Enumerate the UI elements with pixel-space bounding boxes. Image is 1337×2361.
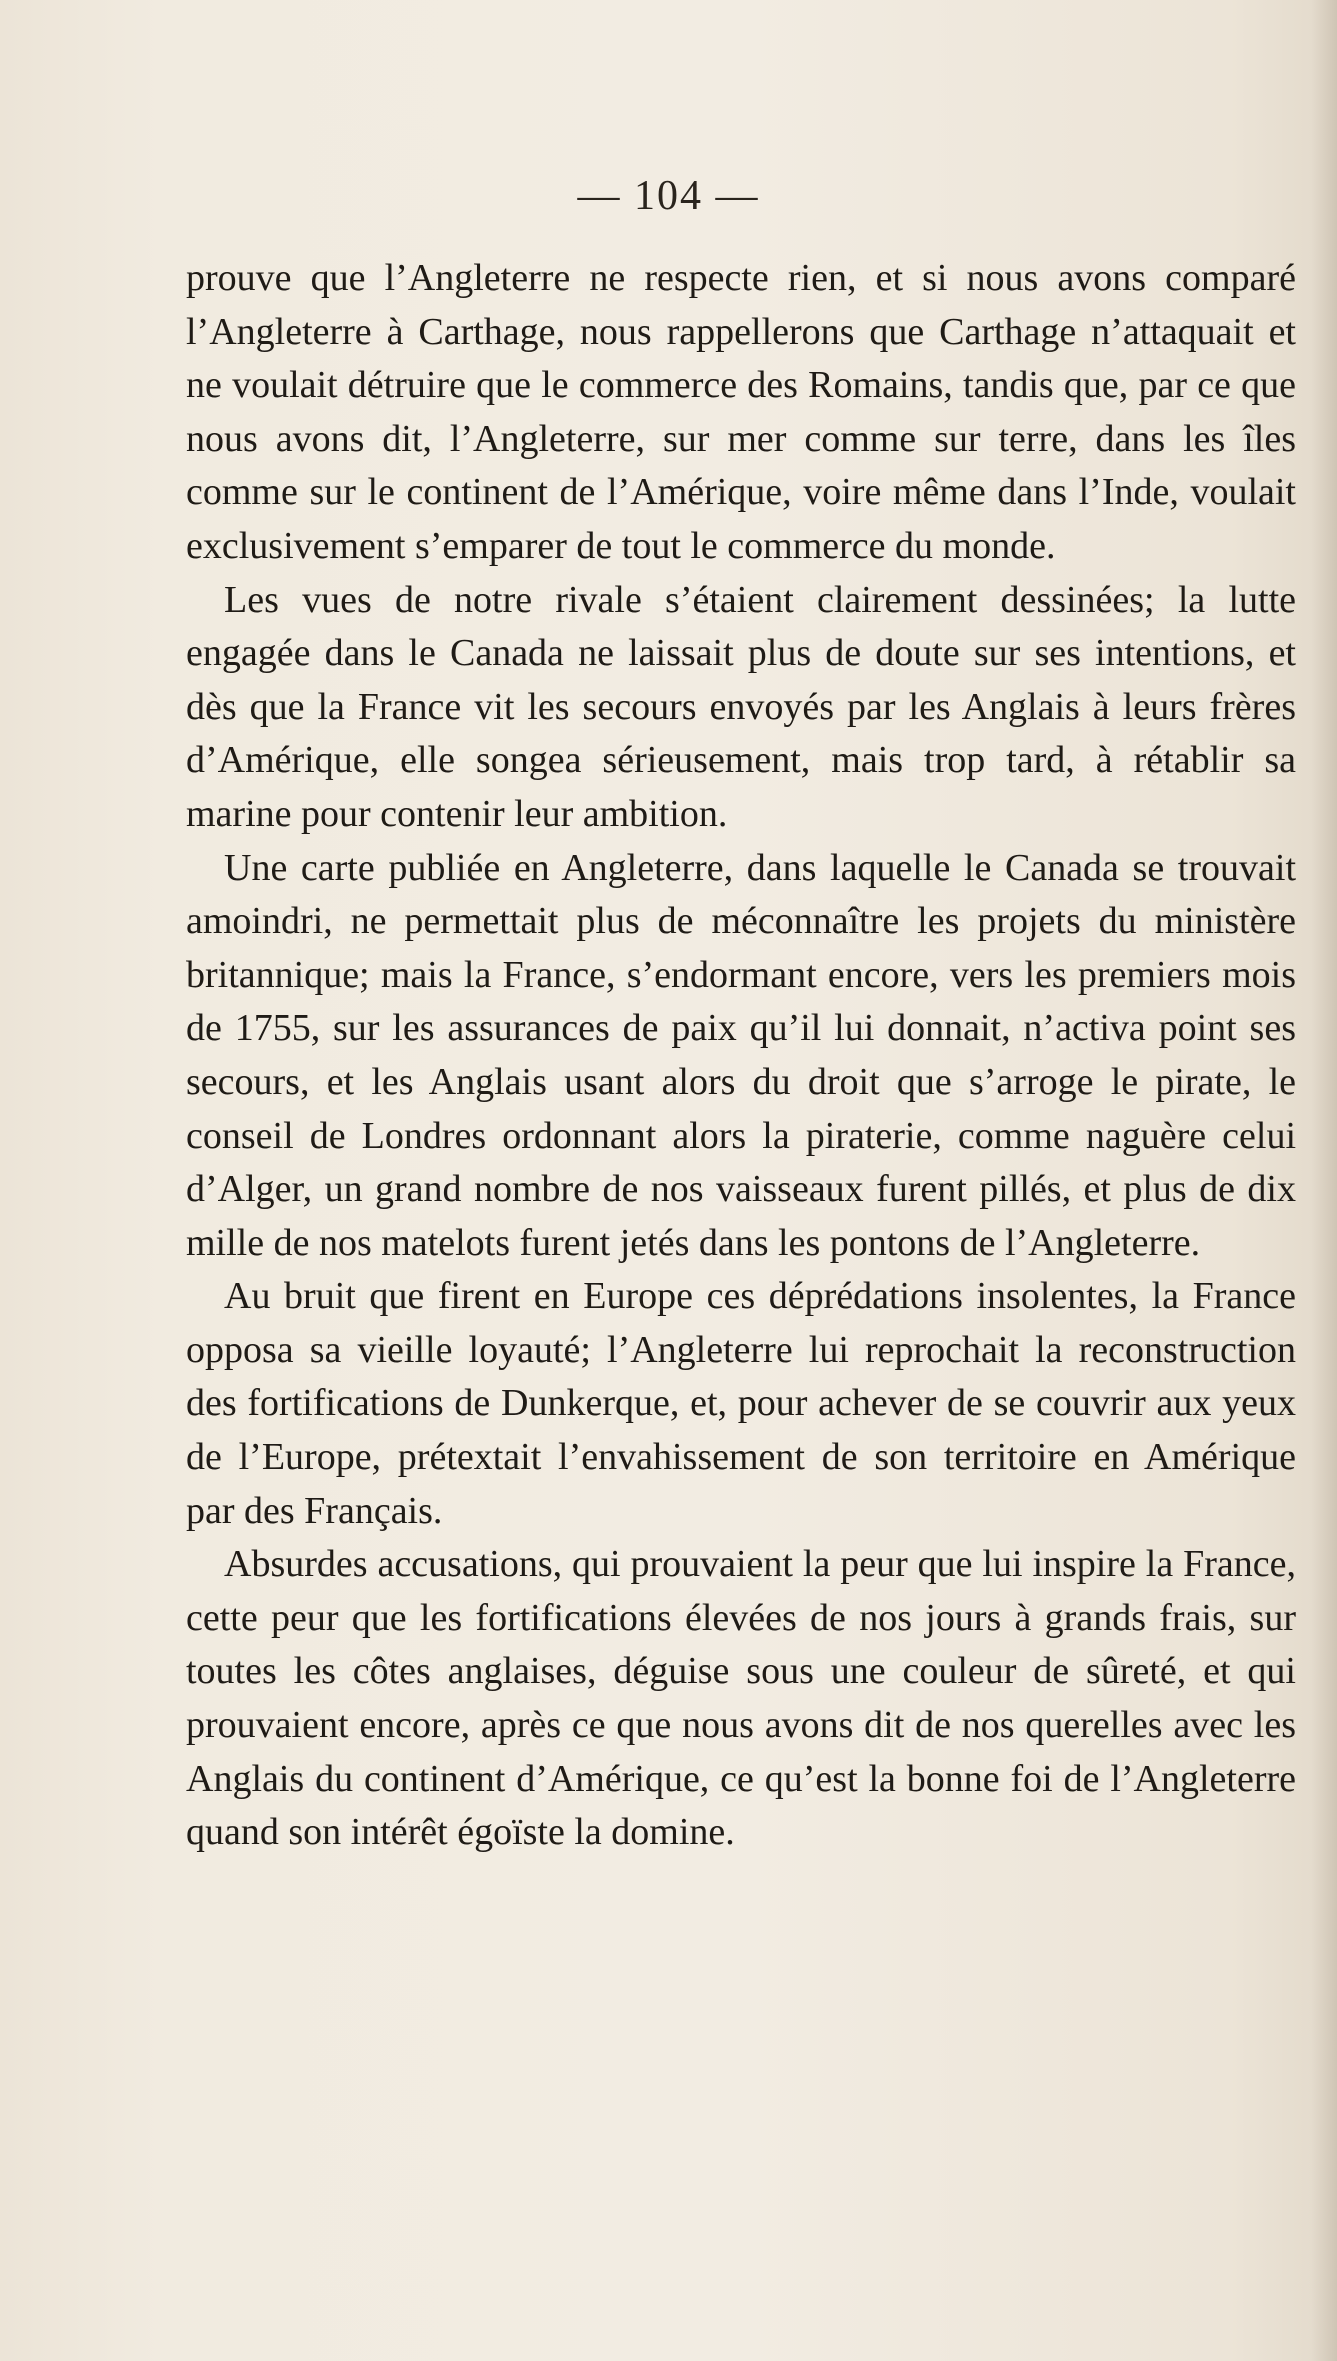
- paragraph-3: Une carte publiée en Angleterre, dans laquelle le Canada se trouvait amoindri, ne permettait plus de méconnaître les projets du ministère britannique; mais la France, s’endormant encore, vers les premiers mois de 1755, sur les assurances de paix qu’il lui donnait, n’activa point ses secours, et les Anglais usant alors du droit que s’arroge le pirate, le conseil de Londres ordonnant alors la piraterie, comme naguère celui d’Alger, un grand nombre de nos vaisseaux furent pillés, et plus de dix mille de nos matelots furent jetés dans les pontons de l’Angleterre.: [186, 846, 1296, 1264]
- paragraph-5: Absurdes accusations, qui prouvaient la peur que lui inspire la France, cette peur que les fortifications élevées de nos jours à grands frais, sur toutes les côtes anglaises, déguise sous une couleur de sûreté, et qui prouvaient encore, après ce que nous avons dit de nos querelles avec les Anglais du continent d’Amérique, ce qu’est la bonne foi de l’Angleterre quand son intérêt égoïste la domine.: [186, 1543, 1296, 1854]
- page-number: — 104 —: [577, 173, 760, 219]
- paragraph-2: Les vues de notre rivale s’étaient clairement dessinées; la lutte engagée dans le Canada ne laissait plus de doute sur ses intentions, et dès que la France vit les secours envoyés par les Anglais à leurs frères d’Amérique, elle songea sérieusement, mais trop tard, à rétablir sa marine pour contenir leur ambition.: [186, 578, 1296, 835]
- paragraph-1: prouve que l’Angleterre ne respecte rien, et si nous avons comparé l’Angleterre à Carthage, nous rappellerons que Carthage n’attaquait et ne voulait détruire que le commerce des Romains, tandis que, par ce que nous avons dit, l’Angleterre, sur mer comme sur terre, dans les îles comme sur le continent de l’Amérique, voire même dans l’Inde, voulait exclusivement s’emparer de tout le commerce du monde.: [186, 257, 1296, 567]
- body-text: [186, 252, 1296, 1860]
- paragraph-4: Au bruit que firent en Europe ces déprédations insolentes, la France opposa sa vieille loyauté; l’Angleterre lui reprochait la reconstruction des fortifications de Dunkerque, et, pour achever de se couvrir aux yeux de l’Europe, prétextait l’envahissement de son territoire en Amérique par des Français.: [186, 1275, 1296, 1532]
- page-edge-shadow: [1311, 0, 1337, 2361]
